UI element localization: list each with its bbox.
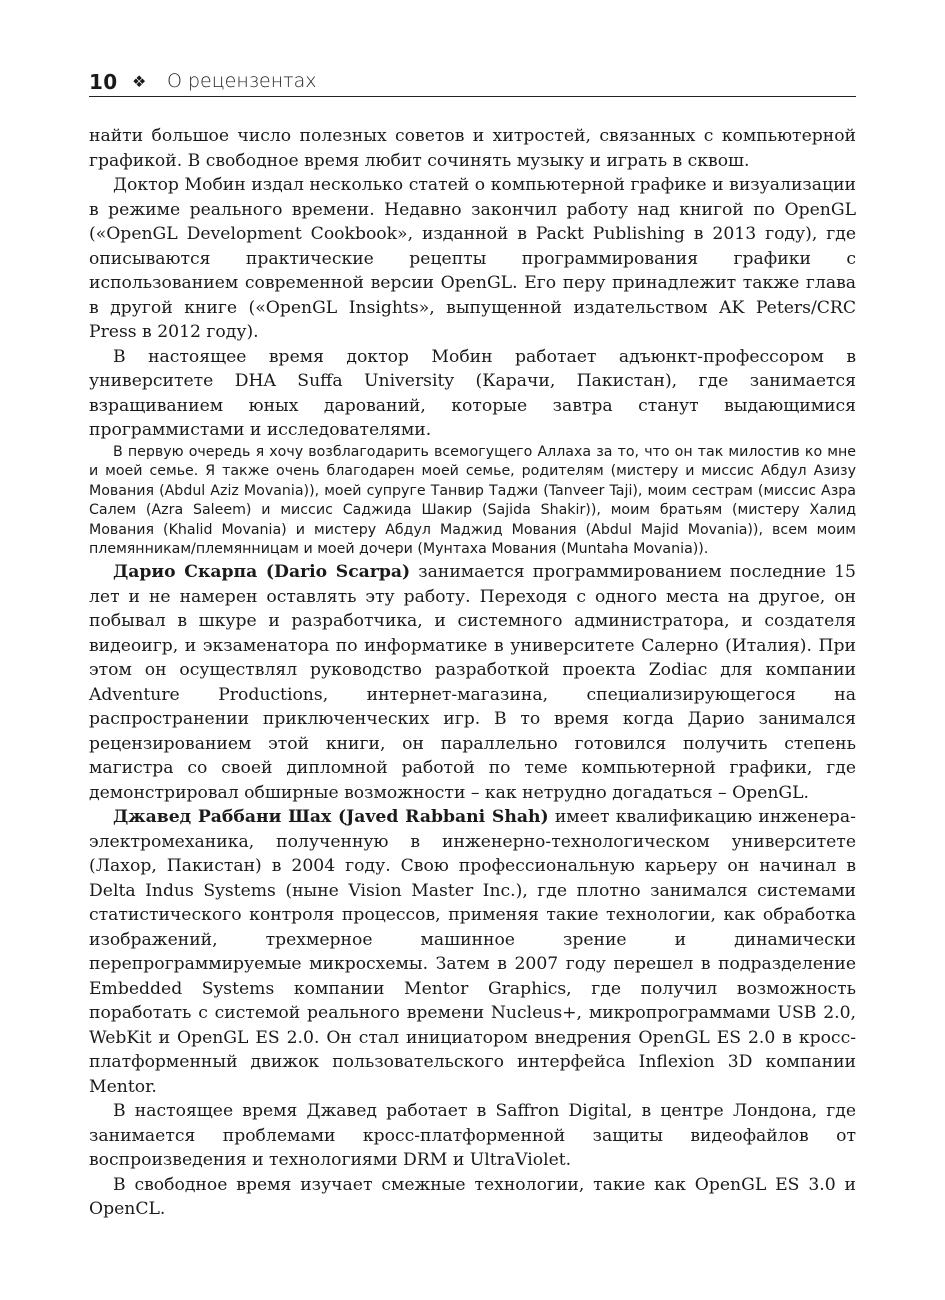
running-title: О рецензентах: [167, 70, 317, 92]
paragraph: найти большое число полезных советов и хитростей, связанных с компьютерной графикой. В свободное время любит сочинять музыку и играть в сквош.: [89, 126, 856, 171]
page-number: 10: [89, 70, 118, 94]
paragraph: В свободное время изучает смежные технологии, такие как OpenGL ES 3.0 и OpenCL.: [89, 1174, 856, 1220]
paragraph-text: занимается программированием последние 15 лет и не намерен оставлять эту работу. Переходя с одного места на другое, он побывал в шкуре и разработчика, и системного администратора, и создателя видеоигр, и экзаменатора по информатике в университете Салерно (Италия). При этом он осуществлял руководство разработкой проекта Zodiac для компании Adventure Productions, интернет-магазина, специализирующегося на распространении приключенческих игр. В то время когда Дарио занимался рецензированием этой книги, он параллельно готовился получить степень магистра со своей дипломной работой по теме компьютерной графики, где демонстрировал обширные возможности – как нетрудно догадаться – OpenGL.: [89, 562, 856, 803]
running-header: [89, 70, 856, 97]
paragraph: Доктор Мобин издал несколько статей о компьютерной графике и визуализации в режиме реального времени. Недавно закончил работу над книгой по OpenGL («OpenGL Development Cookbook», изданной в Packt Publishing в 2013 году), где описываются практические рецепты программирования графики с использованием современной версии OpenGL. Его перу принадлежит также глава в другой книге («OpenGL Insights», выпущенной издательством AK Peters/CRC Press в 2012 году).: [89, 175, 856, 342]
main-text: [89, 124, 856, 1222]
paragraph-text: имеет квалификацию инженера-электромеханика, полученную в инженерно-технологическом университете (Лахор, Пакистан) в 2004 году. Свою профессиональную карьеру он начинал в Delta Indus Systems (ныне Vision Master Inc.), где плотно занимался системами статистического контроля процессов, применяя такие технологии, как обработка изображений, трехмерное машинное зрение и динамически перепрограммируемые микросхемы. Затем в 2007 году перешел в подразделение Embedded Systems компании Mentor Graphics, где получил возможность поработать с системой реального времени Nucleus+, микропрограммами USB 2.0, WebKit и OpenGL ES 2.0. Он стал инициатором внедрения OpenGL ES 2.0 в кросс-платформенный движок пользовательского интерфейса Inflexion 3D компании Mentor.: [89, 807, 856, 1097]
acknowledgement-block: В первую очередь я хочу возблагодарить всемогущего Аллаха за то, что он так милостив ко мне и моей семье. Я также очень благодарен моей семье, родителям (мистеру и миссис Абдул Азизу Мования (Abdul Aziz Movania)), моей супруге Танвир Таджи (Tanveer Taji), моим сестрам (миссис Азра Салем (Azra Saleem) и миссис Саджида Шакир (Sajida Shakir)), моим братьям (мистеру Халид Мования (Khalid Movania) и мистеру Абдул Маджид Мования (Abdul Majid Movania)), всем моим племянникам/племянницам и моей дочери (Мунтаха Мования (Muntaha Movania)).: [89, 443, 856, 558]
paragraph: [89, 805, 856, 1099]
paragraph: [89, 560, 856, 805]
ornament-icon: ❖: [132, 72, 147, 91]
reviewer-name: Джавед Раббани Шах (Javed Rabbani Shah): [113, 807, 549, 828]
reviewer-name: Дарио Скарпа (Dario Scarpa): [113, 562, 411, 583]
paragraph: В настоящее время Джавед работает в Saffron Digital, в центре Лондона, где занимается проблемами кросс-платформенной защиты видеофайлов от воспроизведения и технологиями DRM и UltraViolet.: [89, 1101, 856, 1171]
paragraph: В настоящее время доктор Мобин работает адъюнкт-профессором в университете DHA Suffa University (Карачи, Пакистан), где занимается взращиванием юных дарований, которые завтра станут выдающимися программистами и исследователями.: [89, 346, 856, 440]
